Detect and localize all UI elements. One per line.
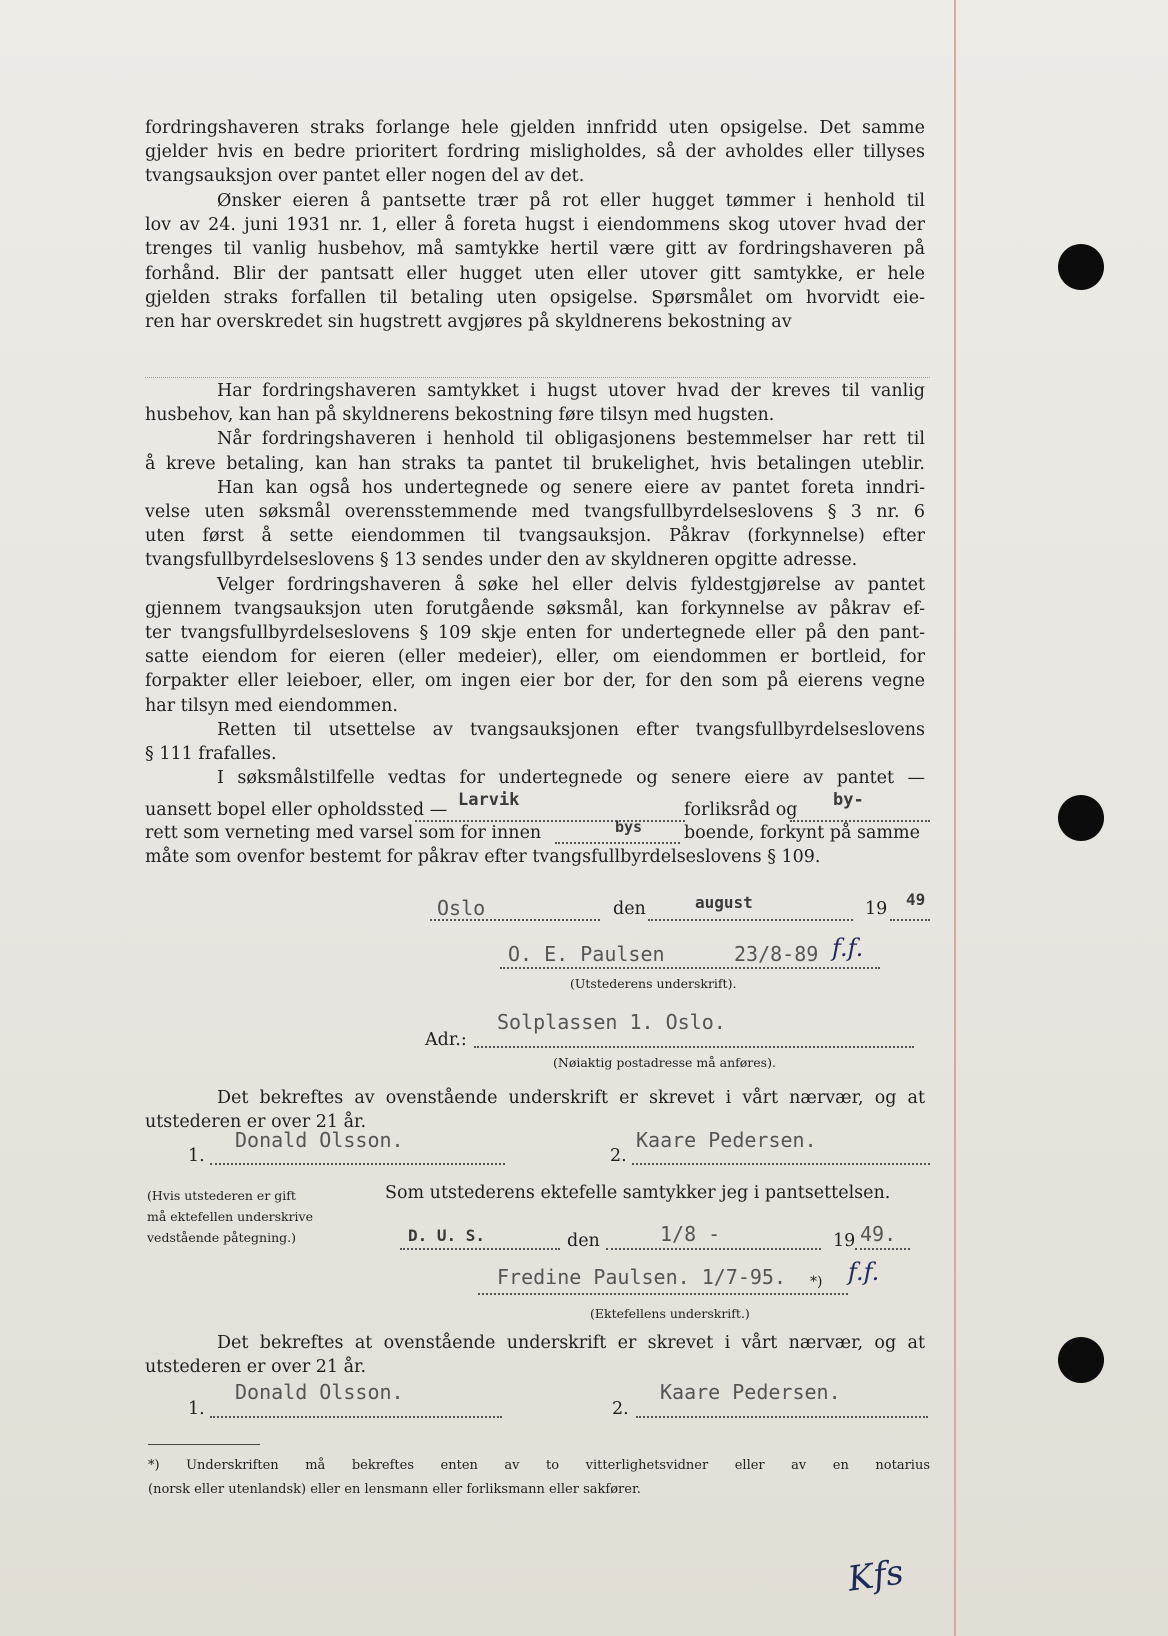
fill-line — [415, 820, 685, 822]
fill-line — [400, 1248, 560, 1250]
text-line: uten først å sette eiendommen til tvangsauksjon. Påkrav (forkynnelse) efter — [145, 526, 925, 547]
witness-text-2 — [145, 1331, 925, 1379]
text-line: gjelden straks forfallen til betaling uten opsigelse. Spørsmålet om hvorvidt eie- — [145, 287, 925, 308]
spouse-caption: (Ektefellens underskrift.) — [590, 1306, 750, 1321]
dotted-separator — [145, 377, 930, 378]
margin-rule — [954, 0, 956, 1636]
address-line — [474, 1046, 914, 1048]
text-line: § 111 frafalles. — [145, 744, 277, 765]
text-line: tvangsauksjon over pantet eller nogen del av det. — [145, 166, 585, 187]
text-line: ren har overskredet sin hugstrett avgjøres på skyldnerens bekostning av — [145, 312, 792, 333]
witness-1-number: 1. — [188, 1399, 205, 1419]
date-year-prefix: 19 — [865, 899, 888, 919]
footnote-rule — [148, 1444, 260, 1445]
spouse-footnote-mark: *) — [810, 1274, 823, 1290]
paragraph-enforcement — [145, 379, 925, 790]
text-line: Han kan også hos undertegnede og senere eiere av pantet foreta inndri- — [217, 477, 925, 498]
venue-text: forliksråd og — [684, 800, 798, 820]
witness-1-number: 1. — [188, 1146, 205, 1166]
text-line: husbehov, kan han på skyldnerens bekostning føre tilsyn med hugsten. — [145, 405, 775, 426]
fill-line — [430, 919, 600, 921]
text-line: utstederen er over 21 år. — [145, 1112, 367, 1133]
fill-line — [890, 919, 930, 921]
text-line: har tilsyn med eiendommen. — [145, 695, 398, 716]
address-value: Solplassen 1. Oslo. — [497, 1010, 726, 1034]
text-line: forhånd. Blir der pantsatt eller hugget uten eller utover gitt samtykke, er hele — [145, 263, 925, 284]
punch-hole — [1058, 1337, 1104, 1383]
text-line: I søksmålstilfelle vedtas for undertegnede og senere eiere av pantet — — [217, 768, 925, 789]
signature-line — [478, 1293, 848, 1295]
fill-line — [606, 1248, 821, 1250]
venue-text: uansett bopel eller opholdssted — — [145, 800, 448, 820]
date-place: Oslo — [437, 896, 486, 920]
venue-place: Larvik — [458, 790, 520, 810]
text-line: gjennem tvangsauksjon uten forutgående søksmål, kan forkynnelse av påkrav ef- — [145, 598, 925, 619]
issuer-ink-initials: f.f. — [832, 934, 864, 962]
text-line: Når fordringshaveren i henhold til obligasjonens bestemmelser har rett til — [217, 429, 925, 450]
spouse-year: 49. — [860, 1222, 897, 1246]
witness-line — [632, 1163, 930, 1165]
text-line: velse uten søksmål overensstemmende med tvangsfullbyrdelseslovens § 3 nr. 6 — [145, 502, 925, 523]
venue-text: boende, forkynt på samme — [684, 823, 920, 843]
venue-text: måte som ovenfor bestemt for påkrav efter tvangsfullbyrdelseslovens § 109. — [145, 847, 821, 867]
text-line: forpakter eller leieboer, eller, om ingen eier bor der, for den som på eierens vegne — [145, 671, 925, 692]
footnote: *) Underskriften må bekreftes enten av to vitterlighetsvidner eller av en notarius (norsk eller utenlandsk) eller en lensmann eller forliksmann eller sakfører. — [148, 1458, 930, 1497]
address-label: Adr.: — [425, 1030, 467, 1050]
spouse-date: 1/8 - — [660, 1222, 721, 1246]
spouse-ink-initials: f.f. — [848, 1258, 880, 1286]
fill-line — [790, 820, 930, 822]
witness-2-name: Kaare Pedersen. — [660, 1380, 841, 1404]
paragraph-logging — [145, 189, 925, 334]
issuer-birthdate: 23/8-89 — [734, 942, 819, 966]
issuer-caption: (Utstederens underskrift). — [570, 976, 737, 991]
date-month: august — [695, 893, 753, 912]
issuer-signature: O. E. Paulsen — [508, 942, 665, 966]
punch-hole — [1058, 244, 1104, 290]
text-line: fordringshaveren straks forlange hele gjelden innfridd uten opsigelse. Det samme — [145, 118, 925, 138]
text-line: Det bekreftes at ovenstående underskrift er skrevet i vårt nærvær, og at — [217, 1333, 925, 1353]
venue-court-2: bys — [615, 818, 643, 836]
date-year: 49 — [906, 890, 926, 909]
text-line: Velger fordringshaveren å søke hel eller delvis fyldestgjørelse av pantet — [217, 574, 925, 595]
fill-line — [648, 919, 853, 921]
text-line: Retten til utsettelse av tvangsauksjonen efter tvangsfullbyrdelseslovens — [217, 719, 925, 740]
text-line: utstederen er over 21 år. — [145, 1357, 367, 1378]
signature-line — [500, 967, 880, 969]
witness-line — [210, 1416, 502, 1418]
spouse-year-prefix: 19 — [833, 1231, 856, 1251]
text-line: å kreve betaling, kan han straks ta pantet til brukelighet, hvis betalingen uteblir. — [145, 453, 925, 474]
text-line: satte eiendom for eieren (eller medeier), eller, om eiendommen er bortleid, for — [145, 647, 925, 668]
punch-hole — [1058, 795, 1104, 841]
fill-line — [855, 1248, 910, 1250]
spouse-consent: Som utstederens ektefelle samtykker jeg i pantsettelsen. — [385, 1183, 891, 1203]
witness-1-name: Donald Olsson. — [235, 1128, 404, 1152]
fill-line — [555, 842, 680, 844]
witness-line — [636, 1416, 928, 1418]
text-line: ter tvangsfullbyrdelseslovens § 109 skje enten for undertegnede eller på den pant- — [145, 623, 925, 644]
spouse-note: (Hvis utstederen er gift må ektefellen underskrive vedstående påtegning.) — [147, 1188, 314, 1245]
spouse-signature: Fredine Paulsen. 1/7-95. — [497, 1265, 786, 1289]
spouse-place: D. U. S. — [408, 1226, 486, 1245]
text-line: lov av 24. juni 1931 nr. 1, eller å foreta hugst i eiendommens skog utover hvad der — [145, 215, 925, 236]
text-line: Ønsker eieren å pantsette trær på rot eller hugget tømmer i henhold til — [217, 191, 925, 211]
venue-text: rett som verneting med varsel som for innen — [145, 823, 542, 843]
spouse-den: den — [567, 1231, 600, 1251]
text-line: Det bekreftes av ovenstående underskrift er skrevet i vårt nærvær, og at — [217, 1088, 925, 1108]
text-line: Har fordringshaveren samtykket i hugst utover hvad der kreves til vanlig — [217, 381, 925, 401]
witness-line — [210, 1163, 505, 1165]
witness-2-number: 2. — [610, 1146, 627, 1166]
text-line: tvangsfullbyrdelseslovens § 13 sendes under den av skyldneren opgitte adresse. — [145, 550, 858, 571]
bottom-ink-initials: Kfs — [845, 1552, 906, 1600]
witness-2-number: 2. — [612, 1399, 629, 1419]
venue-court: by- — [833, 790, 864, 810]
witness-1-name: Donald Olsson. — [235, 1380, 404, 1404]
address-caption: (Nøiaktig postadresse må anføres). — [553, 1055, 776, 1070]
paragraph-default — [145, 116, 925, 189]
text-line: trenges til vanlig husbehov, må samtykke hertil være gitt av fordringshaveren på — [145, 239, 925, 260]
text-line: gjelder hvis en bedre prioritert fordring misligholdes, så der avholdes eller tillyses — [145, 142, 925, 163]
witness-2-name: Kaare Pedersen. — [636, 1128, 817, 1152]
date-den: den — [613, 899, 646, 919]
